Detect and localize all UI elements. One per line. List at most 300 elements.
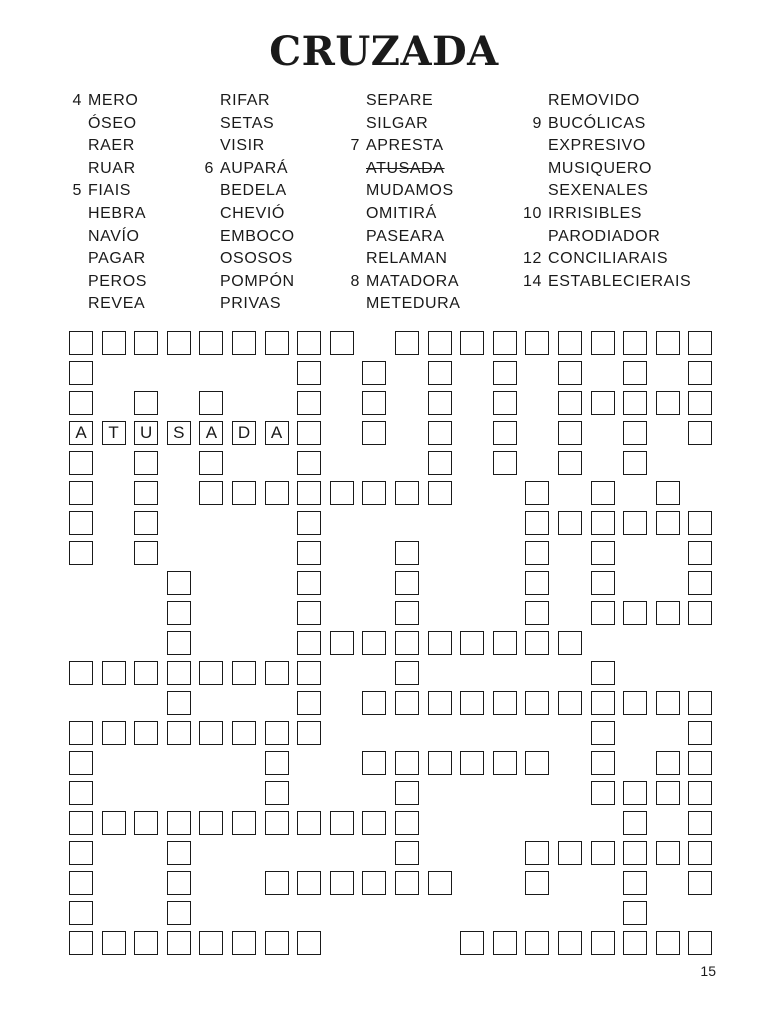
- grid-cell[interactable]: [623, 691, 647, 715]
- grid-cell[interactable]: [656, 601, 680, 625]
- word: OMITIRÁ: [366, 204, 437, 222]
- grid-cell[interactable]: [69, 331, 93, 355]
- grid-cell[interactable]: [297, 631, 321, 655]
- word: SETAS: [220, 114, 275, 132]
- word: MUDAMOS: [366, 182, 454, 200]
- grid-cell[interactable]: [525, 751, 549, 775]
- grid-cell[interactable]: [395, 571, 419, 595]
- grid-cell[interactable]: [297, 571, 321, 595]
- word-length-number: 8: [350, 272, 360, 290]
- page-title: CRUZADA: [269, 28, 499, 75]
- word-list-item: [342, 113, 522, 136]
- word-list-item: [342, 293, 522, 316]
- grid-cell[interactable]: [134, 931, 158, 955]
- word: PASEARA: [366, 227, 445, 245]
- word: REMOVIDO: [548, 92, 640, 109]
- grid-cell[interactable]: [134, 331, 158, 355]
- word-list-column-4: [524, 90, 744, 293]
- grid-cell-filled[interactable]: D: [232, 421, 256, 445]
- word-list-item: [64, 158, 204, 181]
- word: HEBRA: [88, 204, 147, 222]
- grid-cell[interactable]: [102, 331, 126, 355]
- grid-cell[interactable]: [558, 451, 582, 475]
- word: MATADORA: [366, 272, 460, 290]
- grid-cell[interactable]: [558, 931, 582, 955]
- page-number: 15: [700, 963, 716, 979]
- grid-cell[interactable]: [102, 811, 126, 835]
- grid-cell[interactable]: [591, 841, 615, 865]
- grid-cell[interactable]: [167, 901, 191, 925]
- grid-cell[interactable]: [591, 721, 615, 745]
- word-list-item: [342, 226, 522, 249]
- grid-cell[interactable]: [167, 571, 191, 595]
- grid-cell[interactable]: [428, 361, 452, 385]
- grid-cell[interactable]: [362, 631, 386, 655]
- grid-cell[interactable]: [265, 661, 289, 685]
- grid-cell[interactable]: [591, 751, 615, 775]
- grid-cell[interactable]: [525, 631, 549, 655]
- grid-cell[interactable]: [525, 841, 549, 865]
- word-list-item: [64, 113, 204, 136]
- word-list-item: [196, 203, 346, 226]
- grid-cell[interactable]: [591, 571, 615, 595]
- grid-cell[interactable]: [134, 481, 158, 505]
- grid-cell[interactable]: [493, 691, 517, 715]
- word-list-item: [196, 248, 346, 271]
- grid-cell[interactable]: [591, 601, 615, 625]
- grid-cell[interactable]: [69, 511, 93, 535]
- grid-cell[interactable]: [167, 601, 191, 625]
- grid-cell[interactable]: [525, 931, 549, 955]
- grid-cell[interactable]: [265, 811, 289, 835]
- word-list-item: [196, 293, 346, 316]
- grid-cell[interactable]: [558, 331, 582, 355]
- grid-cell[interactable]: [623, 841, 647, 865]
- grid-cell[interactable]: [199, 331, 223, 355]
- grid-cell[interactable]: [102, 721, 126, 745]
- grid-cell[interactable]: [134, 541, 158, 565]
- grid-cell[interactable]: [558, 391, 582, 415]
- word: APRESTA: [366, 137, 444, 155]
- grid-cell[interactable]: [297, 931, 321, 955]
- grid-cell[interactable]: [656, 481, 680, 505]
- word: REVEA: [88, 295, 146, 313]
- grid-cell[interactable]: [134, 451, 158, 475]
- word-list-item: [524, 271, 744, 294]
- grid-cell[interactable]: [362, 481, 386, 505]
- word-list-item: [196, 135, 346, 158]
- grid-cell-filled[interactable]: T: [102, 421, 126, 445]
- grid-cell[interactable]: [428, 751, 452, 775]
- grid-cell[interactable]: [134, 811, 158, 835]
- grid-cell[interactable]: [493, 421, 517, 445]
- grid-cell[interactable]: [297, 481, 321, 505]
- word: CHEVIÓ: [220, 204, 285, 222]
- grid-cell[interactable]: [688, 721, 712, 745]
- grid-cell[interactable]: [525, 691, 549, 715]
- word: VISIR: [220, 137, 265, 155]
- grid-cell-filled[interactable]: A: [199, 421, 223, 445]
- grid-cell[interactable]: [199, 811, 223, 835]
- word-list: [0, 90, 768, 320]
- grid-cell[interactable]: [688, 871, 712, 895]
- grid-cell[interactable]: [558, 421, 582, 445]
- grid-cell[interactable]: [558, 841, 582, 865]
- word-list-item: [524, 203, 744, 226]
- grid-cell[interactable]: [525, 331, 549, 355]
- grid-cell[interactable]: [199, 721, 223, 745]
- word: IRRISIBLES: [548, 204, 643, 222]
- grid-cell[interactable]: [199, 931, 223, 955]
- word: OSOSOS: [220, 250, 293, 268]
- word-list-item: [64, 226, 204, 249]
- grid-cell[interactable]: [688, 601, 712, 625]
- grid-cell[interactable]: [623, 901, 647, 925]
- grid-cell[interactable]: [688, 361, 712, 385]
- word-list-item: [196, 271, 346, 294]
- word: EMBOCO: [220, 227, 295, 245]
- grid-cell[interactable]: [493, 331, 517, 355]
- grid-cell[interactable]: [232, 721, 256, 745]
- word: RUAR: [88, 159, 136, 177]
- grid-cell[interactable]: [69, 661, 93, 685]
- grid-cell[interactable]: [591, 331, 615, 355]
- word-list-item: [524, 135, 744, 158]
- word-list-item: [64, 90, 204, 113]
- word-length-number: 4: [72, 92, 82, 109]
- grid-cell[interactable]: [297, 871, 321, 895]
- grid-cell[interactable]: [395, 661, 419, 685]
- grid-cell-filled[interactable]: A: [69, 421, 93, 445]
- grid-cell[interactable]: [688, 691, 712, 715]
- word-length-number: 7: [350, 137, 360, 155]
- grid-cell[interactable]: [688, 931, 712, 955]
- grid-cell[interactable]: [69, 721, 93, 745]
- grid-cell[interactable]: [558, 691, 582, 715]
- grid-cell[interactable]: [362, 391, 386, 415]
- grid-cell[interactable]: [460, 751, 484, 775]
- grid-cell[interactable]: [525, 481, 549, 505]
- word-list-item: [342, 203, 522, 226]
- grid-cell[interactable]: [362, 361, 386, 385]
- grid-cell[interactable]: [493, 361, 517, 385]
- grid-cell[interactable]: [428, 691, 452, 715]
- grid-cell[interactable]: [232, 331, 256, 355]
- grid-cell[interactable]: [69, 811, 93, 835]
- grid-cell[interactable]: [265, 481, 289, 505]
- grid-cell[interactable]: [623, 601, 647, 625]
- grid-cell[interactable]: [395, 601, 419, 625]
- grid-cell[interactable]: [688, 391, 712, 415]
- grid-cell[interactable]: [460, 931, 484, 955]
- grid-cell[interactable]: [265, 331, 289, 355]
- grid-cell[interactable]: [362, 871, 386, 895]
- grid-cell[interactable]: [167, 721, 191, 745]
- word-list-item: [342, 271, 522, 294]
- grid-cell[interactable]: [623, 421, 647, 445]
- word-list-item: [342, 180, 522, 203]
- word-list-item: [64, 271, 204, 294]
- grid-cell[interactable]: [362, 691, 386, 715]
- word: SEXENALES: [548, 182, 649, 200]
- grid-cell[interactable]: [362, 751, 386, 775]
- grid-cell[interactable]: [623, 931, 647, 955]
- grid-cell[interactable]: [688, 511, 712, 535]
- grid-cell[interactable]: [656, 511, 680, 535]
- grid-cell[interactable]: [297, 661, 321, 685]
- grid-cell[interactable]: [395, 841, 419, 865]
- grid-cell[interactable]: [395, 331, 419, 355]
- word: MERO: [88, 92, 139, 109]
- word: CONCILIARAIS: [548, 250, 669, 268]
- word: RAER: [88, 137, 135, 155]
- grid-cell[interactable]: [623, 391, 647, 415]
- grid-cell[interactable]: [623, 871, 647, 895]
- grid-cell[interactable]: [623, 781, 647, 805]
- grid-cell[interactable]: [232, 481, 256, 505]
- grid-cell[interactable]: [493, 451, 517, 475]
- grid-cell[interactable]: [395, 691, 419, 715]
- grid-cell[interactable]: [591, 781, 615, 805]
- grid-cell[interactable]: [688, 331, 712, 355]
- grid-cell[interactable]: [656, 781, 680, 805]
- grid-cell[interactable]: [395, 751, 419, 775]
- grid-cell[interactable]: [69, 451, 93, 475]
- grid-cell[interactable]: [297, 691, 321, 715]
- word: PARODIADOR: [548, 227, 661, 245]
- word-list-item: [196, 90, 346, 113]
- word-crossed-out: ATUSADA: [366, 159, 445, 177]
- word-list-column-1: [64, 90, 204, 316]
- word: SILGAR: [366, 114, 429, 132]
- grid-cell[interactable]: [688, 421, 712, 445]
- grid-cell[interactable]: [428, 631, 452, 655]
- word-list-item: [64, 180, 204, 203]
- grid-cell[interactable]: [134, 721, 158, 745]
- grid-cell[interactable]: [688, 781, 712, 805]
- grid-cell[interactable]: [395, 811, 419, 835]
- grid-cell[interactable]: [428, 391, 452, 415]
- grid-cell[interactable]: [167, 841, 191, 865]
- grid-cell[interactable]: [167, 871, 191, 895]
- grid-cell[interactable]: [362, 421, 386, 445]
- word-list-item: [196, 113, 346, 136]
- word-list-item: [342, 158, 522, 181]
- word-list-item: [64, 293, 204, 316]
- grid-cell[interactable]: [525, 871, 549, 895]
- grid-cell[interactable]: [428, 871, 452, 895]
- grid-cell[interactable]: [656, 841, 680, 865]
- grid-cell[interactable]: [395, 541, 419, 565]
- grid-cell[interactable]: [199, 481, 223, 505]
- grid-cell[interactable]: [102, 931, 126, 955]
- grid-cell[interactable]: [297, 511, 321, 535]
- grid-cell-filled[interactable]: U: [134, 421, 158, 445]
- grid-cell[interactable]: [297, 391, 321, 415]
- grid-cell[interactable]: [493, 931, 517, 955]
- word-list-item: [342, 90, 522, 113]
- grid-cell[interactable]: [134, 391, 158, 415]
- grid-cell[interactable]: [558, 361, 582, 385]
- word: PEROS: [88, 272, 148, 290]
- grid-cell[interactable]: [167, 631, 191, 655]
- grid-cell[interactable]: [297, 541, 321, 565]
- word: ÓSEO: [88, 114, 137, 132]
- word-list-item: [524, 180, 744, 203]
- grid-cell[interactable]: [623, 331, 647, 355]
- grid-cell[interactable]: [428, 451, 452, 475]
- grid-cell[interactable]: [297, 421, 321, 445]
- word-list-column-3: [342, 90, 522, 316]
- grid-cell[interactable]: [330, 331, 354, 355]
- grid-cell[interactable]: [297, 451, 321, 475]
- word-length-number: 9: [532, 114, 542, 132]
- grid-cell[interactable]: [69, 781, 93, 805]
- grid-cell[interactable]: [591, 931, 615, 955]
- grid-cell[interactable]: [591, 691, 615, 715]
- grid-cell[interactable]: [428, 481, 452, 505]
- grid-cell[interactable]: [265, 721, 289, 745]
- grid-cell[interactable]: [688, 811, 712, 835]
- grid-cell[interactable]: [493, 391, 517, 415]
- word: PRIVAS: [220, 295, 282, 313]
- word: AUPARÁ: [220, 159, 289, 177]
- grid-cell[interactable]: [69, 751, 93, 775]
- grid-cell[interactable]: [69, 871, 93, 895]
- grid-cell[interactable]: [623, 811, 647, 835]
- word-list-item: [342, 248, 522, 271]
- grid-cell[interactable]: [656, 391, 680, 415]
- grid-cell[interactable]: [297, 331, 321, 355]
- grid-cell[interactable]: [688, 841, 712, 865]
- word: SEPARE: [366, 92, 434, 109]
- grid-cell[interactable]: [623, 451, 647, 475]
- grid-cell[interactable]: [102, 661, 126, 685]
- grid-cell[interactable]: [232, 661, 256, 685]
- word-list-item: [64, 135, 204, 158]
- grid-cell[interactable]: [656, 751, 680, 775]
- grid-cell[interactable]: [69, 931, 93, 955]
- grid-cell[interactable]: [134, 661, 158, 685]
- grid-cell[interactable]: [297, 361, 321, 385]
- grid-cell[interactable]: [199, 661, 223, 685]
- grid-cell[interactable]: [591, 541, 615, 565]
- grid-cell[interactable]: [656, 691, 680, 715]
- word-list-column-2: [196, 90, 346, 316]
- grid-cell[interactable]: [362, 811, 386, 835]
- grid-cell[interactable]: [656, 931, 680, 955]
- grid-cell[interactable]: [167, 331, 191, 355]
- grid-cell[interactable]: [460, 691, 484, 715]
- grid-cell[interactable]: [460, 331, 484, 355]
- grid-cell[interactable]: [265, 751, 289, 775]
- grid-cell[interactable]: [395, 871, 419, 895]
- word: BUCÓLICAS: [548, 114, 646, 132]
- grid-cell[interactable]: [330, 631, 354, 655]
- grid-cell[interactable]: [69, 841, 93, 865]
- grid-cell-filled[interactable]: S: [167, 421, 191, 445]
- grid-cell[interactable]: [428, 331, 452, 355]
- grid-cell[interactable]: [330, 811, 354, 835]
- grid-cell[interactable]: [623, 511, 647, 535]
- grid-cell[interactable]: [69, 361, 93, 385]
- grid-cell[interactable]: [493, 631, 517, 655]
- grid-cell[interactable]: [525, 571, 549, 595]
- grid-cell[interactable]: [558, 631, 582, 655]
- grid-cell[interactable]: [265, 781, 289, 805]
- word-list-item: [524, 158, 744, 181]
- grid-cell[interactable]: [134, 511, 158, 535]
- grid-cell[interactable]: [558, 511, 582, 535]
- grid-cell[interactable]: [330, 481, 354, 505]
- word-list-item: [64, 203, 204, 226]
- grid-cell[interactable]: [297, 811, 321, 835]
- word-length-number: 10: [523, 204, 542, 222]
- grid-cell[interactable]: [591, 511, 615, 535]
- grid-cell[interactable]: [69, 481, 93, 505]
- word-list-item: [524, 226, 744, 249]
- grid-cell[interactable]: [232, 811, 256, 835]
- grid-cell[interactable]: [688, 751, 712, 775]
- grid-cell[interactable]: [525, 541, 549, 565]
- word: NAVÍO: [88, 227, 140, 245]
- grid-cell[interactable]: [688, 571, 712, 595]
- word: FIAIS: [88, 182, 132, 200]
- grid-cell[interactable]: [623, 361, 647, 385]
- grid-cell[interactable]: [297, 601, 321, 625]
- grid-cell[interactable]: [265, 871, 289, 895]
- grid-cell[interactable]: [199, 391, 223, 415]
- word-list-item: [524, 90, 744, 113]
- grid-cell[interactable]: [493, 751, 517, 775]
- grid-cell[interactable]: [656, 331, 680, 355]
- grid-cell[interactable]: [591, 391, 615, 415]
- word-list-item: [524, 113, 744, 136]
- word: RELAMAN: [366, 250, 448, 268]
- grid-cell[interactable]: [395, 631, 419, 655]
- grid-cell[interactable]: [395, 781, 419, 805]
- grid-cell[interactable]: [688, 541, 712, 565]
- word-list-item: [196, 180, 346, 203]
- grid-cell[interactable]: [167, 661, 191, 685]
- grid-cell[interactable]: [167, 931, 191, 955]
- grid-cell[interactable]: [297, 721, 321, 745]
- word-list-item: [196, 226, 346, 249]
- grid-cell[interactable]: [330, 871, 354, 895]
- grid-cell[interactable]: [460, 631, 484, 655]
- word: MUSIQUERO: [548, 159, 653, 177]
- grid-cell[interactable]: [395, 481, 419, 505]
- grid-cell-filled[interactable]: A: [265, 421, 289, 445]
- grid-cell[interactable]: [591, 481, 615, 505]
- word: BEDELA: [220, 182, 287, 200]
- grid-cell[interactable]: [525, 511, 549, 535]
- grid-cell[interactable]: [525, 601, 549, 625]
- grid-cell[interactable]: [167, 811, 191, 835]
- grid-cell[interactable]: [591, 661, 615, 685]
- grid-cell[interactable]: [199, 451, 223, 475]
- grid-cell[interactable]: [265, 931, 289, 955]
- word: POMPÓN: [220, 272, 295, 290]
- grid-cell[interactable]: [69, 391, 93, 415]
- word-length-number: 12: [523, 250, 542, 268]
- grid-cell[interactable]: [428, 421, 452, 445]
- grid-cell[interactable]: [167, 691, 191, 715]
- word-length-number: 5: [72, 182, 82, 200]
- grid-cell[interactable]: [232, 931, 256, 955]
- grid-cell[interactable]: [69, 541, 93, 565]
- grid-cell[interactable]: [69, 901, 93, 925]
